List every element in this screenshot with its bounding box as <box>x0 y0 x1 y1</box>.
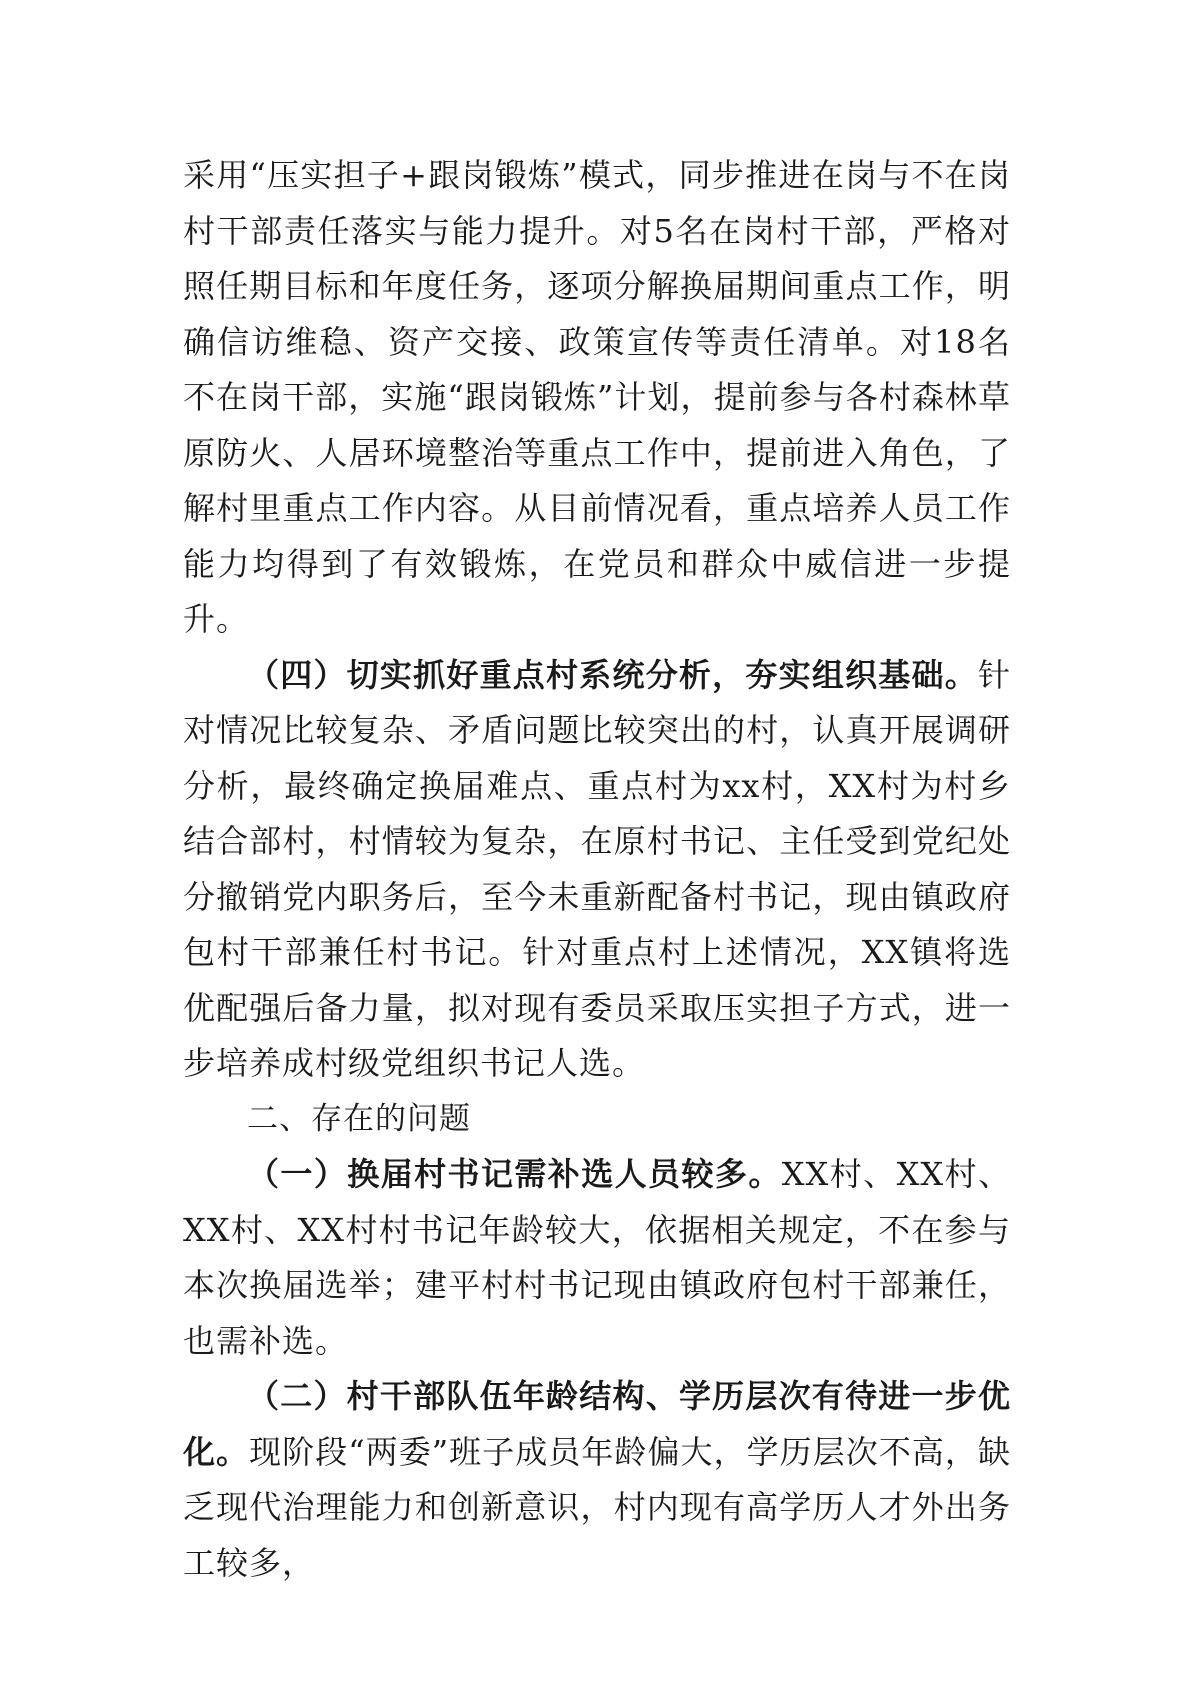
section-heading-problems: 二、存在的问题 <box>247 1100 471 1137</box>
paragraph-training-mode <box>183 148 1011 648</box>
paragraph-secretary-replacement <box>183 1147 1011 1369</box>
paragraph-age-structure <box>183 1369 1011 1591</box>
paragraph-key-villages <box>183 648 1011 1092</box>
paragraph-text: 采用“压实担子+跟岗锻炼”模式，同步推进在岗与不在岗村干部责任落实与能力提升。对5名在岗村干部，严格对照任期目标和年度任务，逐项分解换届期间重点工作，明确信访维稳、资产交接、政策宣传等责任清单。对18名不在岗干部，实施“跟岗锻炼”计划，提前参与各村森林草原防火、人居环境整治等重点工作中，提前进入角色，了解村里重点工作内容。从目前情况看，重点培养人员工作能力均得到了有效锻炼，在党员和群众中威信进一步提升。 <box>183 156 1011 638</box>
paragraph-text: XX村、XX村、XX村、XX村村书记年龄较大，依据相关规定，不在参与本次换届选举；建平村村书记现由镇政府包村干部兼任，也需补选。 <box>183 1155 1011 1360</box>
paragraph-lead: （二）村干部队伍年龄结构、学历层次有待进一步优化。 <box>183 1377 1011 1471</box>
paragraph-text: 现阶段“两委”班子成员年龄偏大，学历层次不高，缺乏现代治理能力和创新意识，村内现有高学历人才外出务工较多， <box>183 1432 1011 1582</box>
document-page <box>183 148 1011 1591</box>
paragraph-lead: （四）切实抓好重点村系统分析，夯实组织基础。 <box>247 655 978 694</box>
paragraph-lead: （一）换届村书记需补选人员较多。 <box>247 1155 782 1193</box>
paragraph-text: 针对情况比较复杂、矛盾问题比较突出的村，认真开展调研分析，最终确定换届难点、重点村为xx村，XX村为村乡结合部村，村情较为复杂，在原村书记、主任受到党纪处分撤销党内职务后，至今未重新配备村书记，现由镇政府包村干部兼任村书记。针对重点村上述情况，XX镇将选优配强后备力量，拟对现有委员采取压实担子方式，进一步培养成村级党组织书记人选。 <box>183 655 1011 1082</box>
